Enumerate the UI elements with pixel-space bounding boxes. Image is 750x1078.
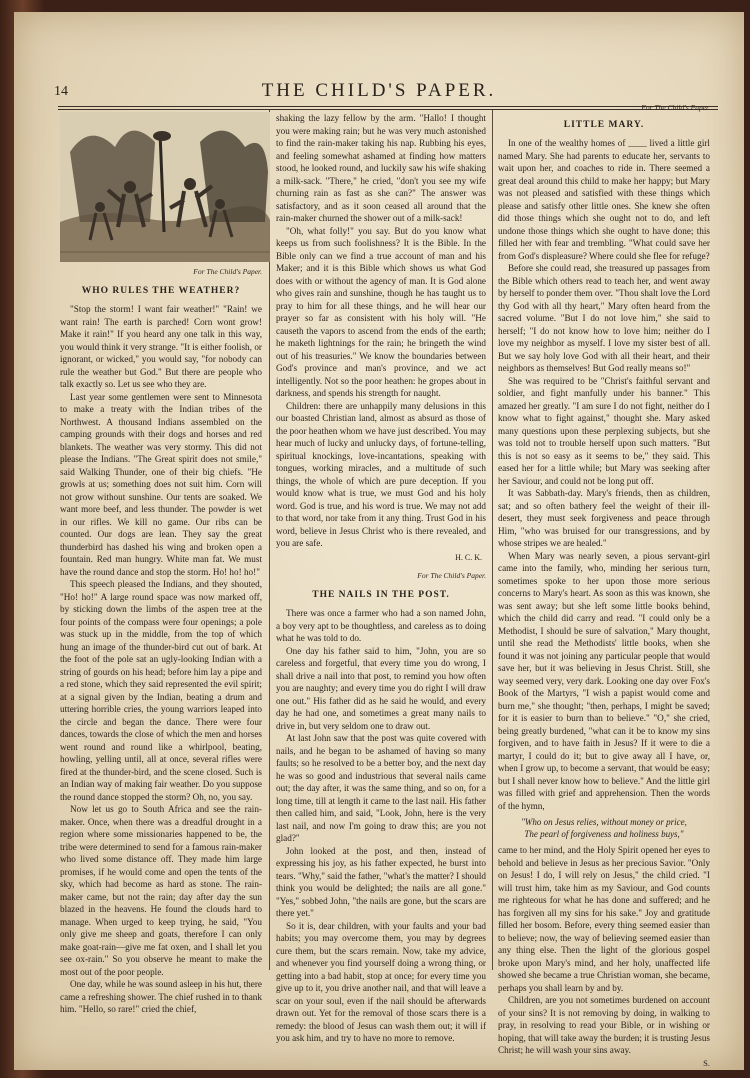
article-heading: THE NAILS IN THE POST. — [312, 589, 450, 600]
paragraph: So it is, dear children, with your faults and your bad habits; you may overcome them, you may by degrees cure them, but the scars remain. Now, take my advice, and whenever you find yourself doing a wrong thing, or getting into a bad habit, stop at once; for every time you give up to it, you drive another nail, and that will leave a scar on your soul, even if the nail should be afterwards drawn out. Yet for the removal of those scars there is a remedy: the blood of Jesus can wash them out; it will if you ask him, and try to have no more to remove. — [276, 920, 486, 1043]
article-heading: LITTLE MARY. — [563, 119, 645, 130]
column-1 — [60, 112, 262, 1062]
paragraph: shaking the lazy fellow by the arm. "Hallo! I thought you were making rain; but he was very much astonished to find the rain-maker taking his nap. Rubbing his eyes, and feeling somewhat ashamed at finding how matters stood, he looked round, and luckily saw his wife shaking a milk-sack. "There," he cried, "don't you see my wife churning rain as fast as she can?" The answer was satisfactory, and as it soon ceased all around that the rain-maker churned the shower out of a milk-sack! — [276, 113, 486, 223]
illustration-credit: For The Child's Paper. — [193, 267, 262, 276]
paragraph: "Oh, what folly!" you say. But do you know what keeps us from such foolishness? It is the Bible. In the Bible only can we find a true account of man and his Maker; and it is this Bible which shows us what God does with or without the agency of man. It is God alone who gives rain and sunshine, though he has taught us to pray to him for all these things, and he will hear our prayer so far as consistent with his holy will. "He causeth the vapors to ascend from the ends of the earth; he maketh lightnings for the rain; he bringeth the wind out of his treasuries." We know the boundaries between God's province and man's province, and we act intelligently. Not so the poor heathen: he gropes about in darkness, and spends his strength for naught. — [276, 225, 486, 398]
newspaper-page — [14, 12, 744, 1070]
column-3 — [498, 100, 710, 1068]
paragraph: Children, are you not sometimes burdened on account of your sins? It is not removing by doing, in walking to pray, in resolving to read your Bible, or in wishing or hoping, that will take away the burden; it is trusting Jesus Christ; he will wash your sins away. — [498, 995, 710, 1055]
engraving-indian-dance — [60, 112, 270, 262]
paragraph: It was Sabbath-day. Mary's friends, then as children, sat; and so often bathery feel the weight of their ill-desert, they must seek forgiveness and peace through Him, "who was bruised for our transgressions, and by whose stripes we are healed." — [498, 488, 710, 548]
hymn-line: "Who on Jesus relies, without money or price, — [521, 817, 687, 827]
hymn-verse — [498, 816, 710, 840]
paragraph: "Stop the storm! I want fair weather!" "Rain! we want rain! The earth is parched! Corn wont grow! Make it rain!" If you heard any one talk in this way, you would think it very strange. "It is either foolish, or ignorant, or wicked," you would say, "for nobody can rule the weather but God." But there are people who talk exactly so. Let us see who they are. — [60, 304, 262, 389]
paragraph: This speech pleased the Indians, and they shouted, "Ho! ho!" A large round space was now marked off, by sticking down the limbs of the aspen tree at the four points of the compass were four openings; a pole was stuck up in the middle, from the top of which hung an image of the thunder-bird cut out of bark. At the foot of the pole sat an ugly-looking Indian with a string of gourds on his head; before him lay a pipe and a red stone, which they said represented the evil spirit; at a signal given by the Indian, beating a drum and uttering horrible cries, the young warriors leaped into the circle and began the dance. There were four dances, towards the close of which the men and horses went round and round like a whirlpool, beating, howling, yelling until, all at once, several rifles were fired at the thunder-bird, and the scene closed. Such is an Indian way of making fair weather. Do you suppose the round dance stopped the storm? Oh, no, you say. — [60, 579, 262, 802]
page-title: THE CHILD'S PAPER. — [261, 80, 497, 101]
paragraph: When Mary was nearly seven, a pious servant-girl came into the family, who, minding her serious turn, sometimes spoke to her upon those more serious concerns to Mary's heart. As soon as this was known, she was sent away; but she left some little books behind, which the child did carry and read. "I could only be a Methodist, I should be sure of salvation," Mary thought, until she read the Methodists' little books, when she found it was not joining any particular people that would save her, but it was believing in Jesus Christ. Still, she way seemed very, very dark. Looking one day over Fox's Book of the Martyrs, "I wish a papist would come and burn me," she thought; "then, perhaps, I might be saved; for it is easier to burn than to believe." "O," she cried, being greatly burdened, "what can it be to know my sins forgiven, and to have faith in Jesus? If it were to die a martyr, I could do it; but to give away all I have, or, when I grow up, to become a servant, that would be easy; but I shall never know how to believe." And the little girl was filled with grief and apprehension. Then the words of the hymn, — [498, 550, 710, 811]
paragraph: One day his father said to him, "John, you are so careless and forgetful, that every time you do wrong, I shall drive a nail into that post, to remind you how often you are naughty; and every time you do right I will draw one out." His father did as he said he would, and every day he had one, and sometimes a great many nails to drive in, but very seldom one to draw out. — [276, 645, 486, 731]
paragraph: At last John saw that the post was quite covered with nails, and he began to be ashamed of having so many faults; so he resolved to be a better boy, and the next day he was so good and industrious that several nails came out; the day after, it was the same thing, and so on, for a long time, till at length it came to the last nail. His father then called him, and said, "Look, John, here is the very last nail, and now I'm going to draw this; are you not glad?" — [276, 733, 486, 843]
paragraph: One day, while he was sound asleep in his hut, there came a refreshing shower. The chief rushed in to thank him. "Hello, so rare!" cried the chief, — [60, 979, 262, 1014]
page-number: 14 — [54, 84, 68, 99]
article-credit: For The Child's Paper. — [417, 571, 486, 580]
paragraph: John looked at the post, and then, instead of expressing his joy, as his father expected, he burst into tears. "Why," said the father, "what's the matter? I should think you would be delighted; the nails are all gone." "Yes," sobbed John, "the nails are gone, but the scars are there yet." — [276, 845, 486, 918]
paragraph: In one of the wealthy homes of ____ lived a little girl named Mary. She had parents to educate her, servants to wait upon her, and coaches to ride in. There seemed a great deal around this child to make her happy; but Mary was not pleased and satisfied with these things which please and satisfy other little ones. She knew she often did those things which she ought not to do, and left undone those things which she ought to have done; this filled her with fear and trembling. "What could save her from God's displeasure? Where could she flee for refuge? — [498, 138, 710, 261]
article-signature: S. — [703, 1057, 710, 1068]
column-divider-2 — [492, 110, 493, 970]
article-signature: H. C. K. — [455, 552, 482, 562]
article-credit: For The Child's Paper. — [641, 103, 710, 112]
paragraph: Now let us go to South Africa and see the rain-maker. Once, when there was a dreadful drought in a region where some missionaries happened to be, the tribe were determined to send for a famous rain-maker who lived some distance off. They made him large promises, if he would come and open the tents of the sky, which had become as hard as stone. The rain-maker came, but not the rain; day after day the sun blazed in the heavens. He found the clouds hard to manage. When urged to keep trying, he said, "You only give me sheep and goats, therefore I can only make goat-rain—give me fat oxen, and I shall let you see ox-rain." So you observe he meant to make the most out of the poor people. — [60, 804, 262, 977]
paragraph: Children: there are unhappily many delusions in this our boasted Christian land, almost as absurd as those of the poor heathen whom we have just described. You may hear much of lucky and unlucky days, of fortune-telling, spiritual knockings, love-incantations, speaking with tongues, working miracles, and a multitude of such things, the whole of which are pure deception. If you would know what is true, we must God and his holy word. God is true, and his word is true. We may not add to that word, nor take from it any thing. Trust God in his word, believe in Jesus Christ who is there revealed, and you are safe. — [276, 400, 486, 548]
hymn-line: The pearl of forgiveness and holiness buys," — [524, 829, 684, 839]
paragraph: Before she could read, she treasured up passages from the Bible which others read to teach her, and went away by herself to ponder them over. "Thou shalt love the Lord thy God with all thy heart," Mary often heard from the sacred volume. "But I do not love him," she said to herself; "I do not know how to love him; neither do I love my neighbor as myself. I love my sister best of all. But we say holy love God with all their heart, and their neighbors as themselves! But God really means so!" — [498, 263, 710, 373]
paragraph: There was once a farmer who had a son named John, a boy very apt to be thoughtless, and careless as to doing what he was told to do. — [276, 608, 486, 643]
column-2 — [276, 112, 486, 1062]
paragraph: Last year some gentlemen were sent to Minnesota to make a treaty with the Indian tribes of the Northwest. A thousand Indians assembled on the camping grounds with their dogs and horses and red blankets. The weather was very stormy. This did not please the Indians. "The Great spirit does not smile," said Walking Thunder, one of their big chiefs. "He growls at us; something does not suit him. Corn will not grow without sunshine. Our tents are soaked. We want more beef, and less thunder. The powder is wet in our rifles. We kill no game. Our ribs can be counted. Our dogs are lean. They say the great thunderbird has dashed his wing and broken open a fountain. Red man hungry. White man fat. We must have the round dance and stop the storm. Ho! ho! ho!" — [60, 391, 262, 577]
paragraph: She was required to be "Christ's faithful servant and soldier, and fight manfully under his banner." This amazed her greatly. "I am sure I do not fight, neither do I know what to fight against," thought she. Mary asked many questions upon these perplexing subjects, but she was told not to trouble herself upon such matters. "But this is not so easy as it seems to be," they said. This eased her for a little while; but Mary was seeking after her Saviour, and could not be long put off. — [498, 375, 710, 486]
article-heading: WHO RULES THE WEATHER? — [81, 285, 241, 296]
paragraph: came to her mind, and the Holy Spirit opened her eyes to behold and believe in Jesus as her precious Savior. "Only on Jesus! I do, I will rely on Jesus," the child cried. "I will trust him, take him as my Saviour, and God counts me righteous for what he has done and suffered; and he has forgiven all my sins for his sake." Joy and gratitude filled her bosom. Before, every thing seemed easier than to believe; now, the way of believing seemed easier than any thing else. Then the light of the glorious gospel broke upon Mary's mind, and her holy, unaffected life showed she became a true Christian woman, she became, perhaps you shall learn by and by. — [498, 845, 710, 993]
